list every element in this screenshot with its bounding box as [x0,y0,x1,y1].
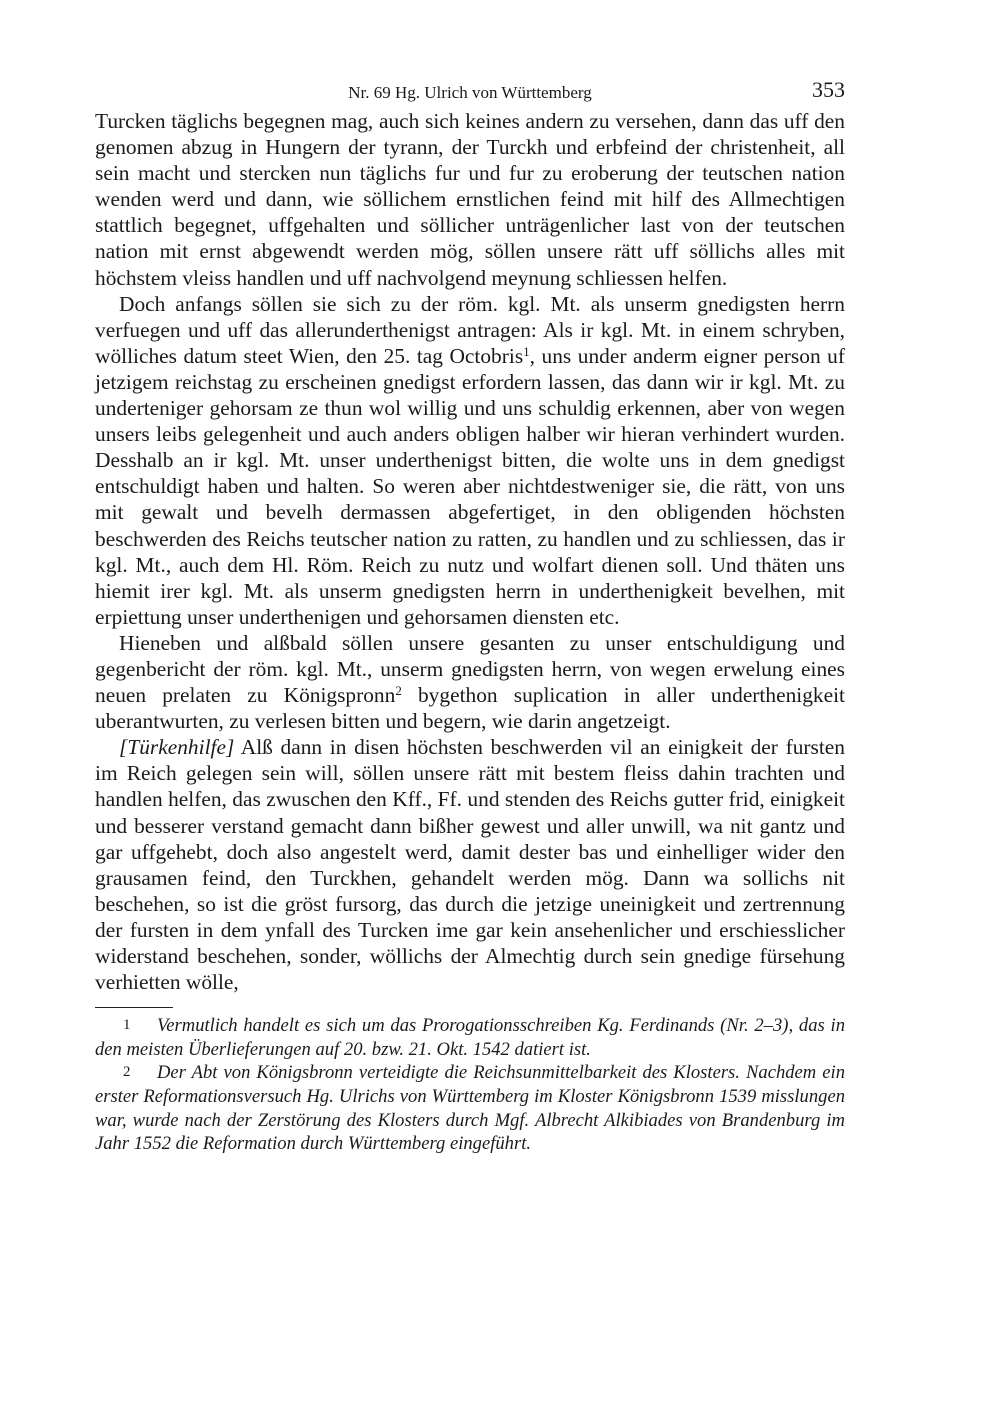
footnote-ref-1[interactable]: 1 [523,343,530,359]
footnote-1 [95,1014,845,1061]
footnote-1-number: 1 [123,1017,131,1034]
footnote-2 [95,1061,845,1155]
page-number: 353 [812,77,845,102]
paragraph-3 [95,630,845,734]
main-text [95,108,845,995]
footnotes [95,1014,845,1156]
running-title: Nr. 69 Hg. Ulrich von Württemberg [348,83,592,102]
paragraph-3-text-a: Hieneben und alßbald söllen unsere gesanten zu unser entschuldigung und gegenbericht der röm. kgl. Mt., unserm gnedigsten herrn, von wegen erwelung eines neuen prelaten zu Königspronn [95,630,845,708]
paragraph-2-text-a: Doch anfangs söllen sie sich zu der röm. kgl. Mt. als unserm gnedigsten herrn verfuegen und uff das allerunderthenigst antragen: Als ir kgl. Mt. in einem schryben, wölliches datum steet Wien, den 25. tag Octobris [95,291,845,368]
footnote-2-text: Der Abt von Königsbronn verteidigte die Reichsunmittelbarkeit des Klosters. Nachdem ein erster Reformationsversuch Hg. Ulrichs von Württemberg im Kloster Königsbronn 1539 misslungen war, wurde nach der Zerstörung des Klosters durch Mgf. Albrecht Alkibiades von Brandenburg im Jahr 1552 die Reformation durch Württemberg eingeführt. [95,1062,845,1155]
footnote-ref-2[interactable]: 2 [395,683,402,699]
footnote-2-number: 2 [123,1064,131,1081]
paragraph-4 [95,734,845,995]
paragraph-1-text: Turcken täglichs begegnen mag, auch sich keines andern zu versehen, dann das uff den genomen abzug in Hungern der tyrann, der Turckh und erbfeind der christenheit, all sein macht und stercken nun täglichs fur und fur zu eroberung der teutschen nation wenden werd und dann, wie söllichem ernstlichen feind mit hilf des Allmechtigen stattlich begegnet, uffgehalten und söllicher unträgenlicher last von der teutschen nation mit ernst abgewendt werden mög, söllen unsere rätt uff söllichs alles mit höchstem vleiss handlen und uff nachvolgend meynung schliessen helfen. [95,109,845,290]
footnote-1-text: Vermutlich handelt es sich um das Prorogationsschreiben Kg. Ferdinands (Nr. 2–3), das in den meisten Überlieferungen auf 20. bzw. 21. Okt. 1542 datiert ist. [95,1015,845,1060]
paragraph-2 [95,291,845,630]
section-marginal-note: [Türkenhilfe] [119,735,235,760]
paragraph-2-text-b: , uns under anderm eigner person uf jetzigem reichstag zu erscheinen gnedigst erfordern lassen, das dann wir ir kgl. Mt. zu underteniger gehorsam ze thun wol willig und uns schuldig erkennen, aber von wegen unsers leibs gelegenheit und auch anders obligen halber wir hieran verhindert wurden. Desshalb an ir kgl. Mt. unser underthenigst bitten, die wolte uns in dem gnedigst entschuldigt haben und halten. So weren aber nichtdestweniger sie, die rätt, von uns mit gewalt und bevelh dermassen abgefertiget, in den obligenden höchsten beschwerden des Reichs teutscher nation zu ratten, zu handlen und zu schliessen, das ir kgl. Mt., auch dem Hl. Röm. Reich zu nutz und wolfart dienen soll. Und thäten uns hiemit irer kgl. Mt. als unserm gnedigsten herrn in underthenigkeit bevelhen, mit erpiettung unser underthenigen und gehorsamen diensten etc. [95,343,845,629]
paragraph-3-text-b: bygethon suplication in aller underthenigkeit uberantwurten, zu verlesen bitten und begern, wie darin angetzeigt. [95,683,845,734]
running-header [95,78,845,108]
paragraph-1 [95,108,845,291]
footnote-divider [95,1007,173,1008]
document-page [95,78,845,1156]
paragraph-4-text: Alß dann in disen höchsten beschwerden vil an einigkeit der fursten im Reich gelegen sein will, söllen unsere rätt mit bestem fleiss dahin trachten und handlen helfen, das zwuschen den Kff., Ff. und stenden des Reichs gutter frid, einigkeit und besserer verstand gemacht dann bißher gewest und aller unwill, wa nit gantz und gar uffgehebt, doch also angestelt werd, damit dester bas und einhelliger wider den grausamen feind, den Turckhen, gehandelt werden mög. Dann wa sollichs nit beschehen, so ist die gröst fursorg, das durch die jetzige uneinigkeit und zertrennung der fursten in dem ynfall des Turcken ime gar kein ansehenlicher und erschiesslicher widerstand beschehen, sonder, wöllichs der Almechtig durch sein gnedige fürsehung verhietten wölle, [95,735,845,995]
